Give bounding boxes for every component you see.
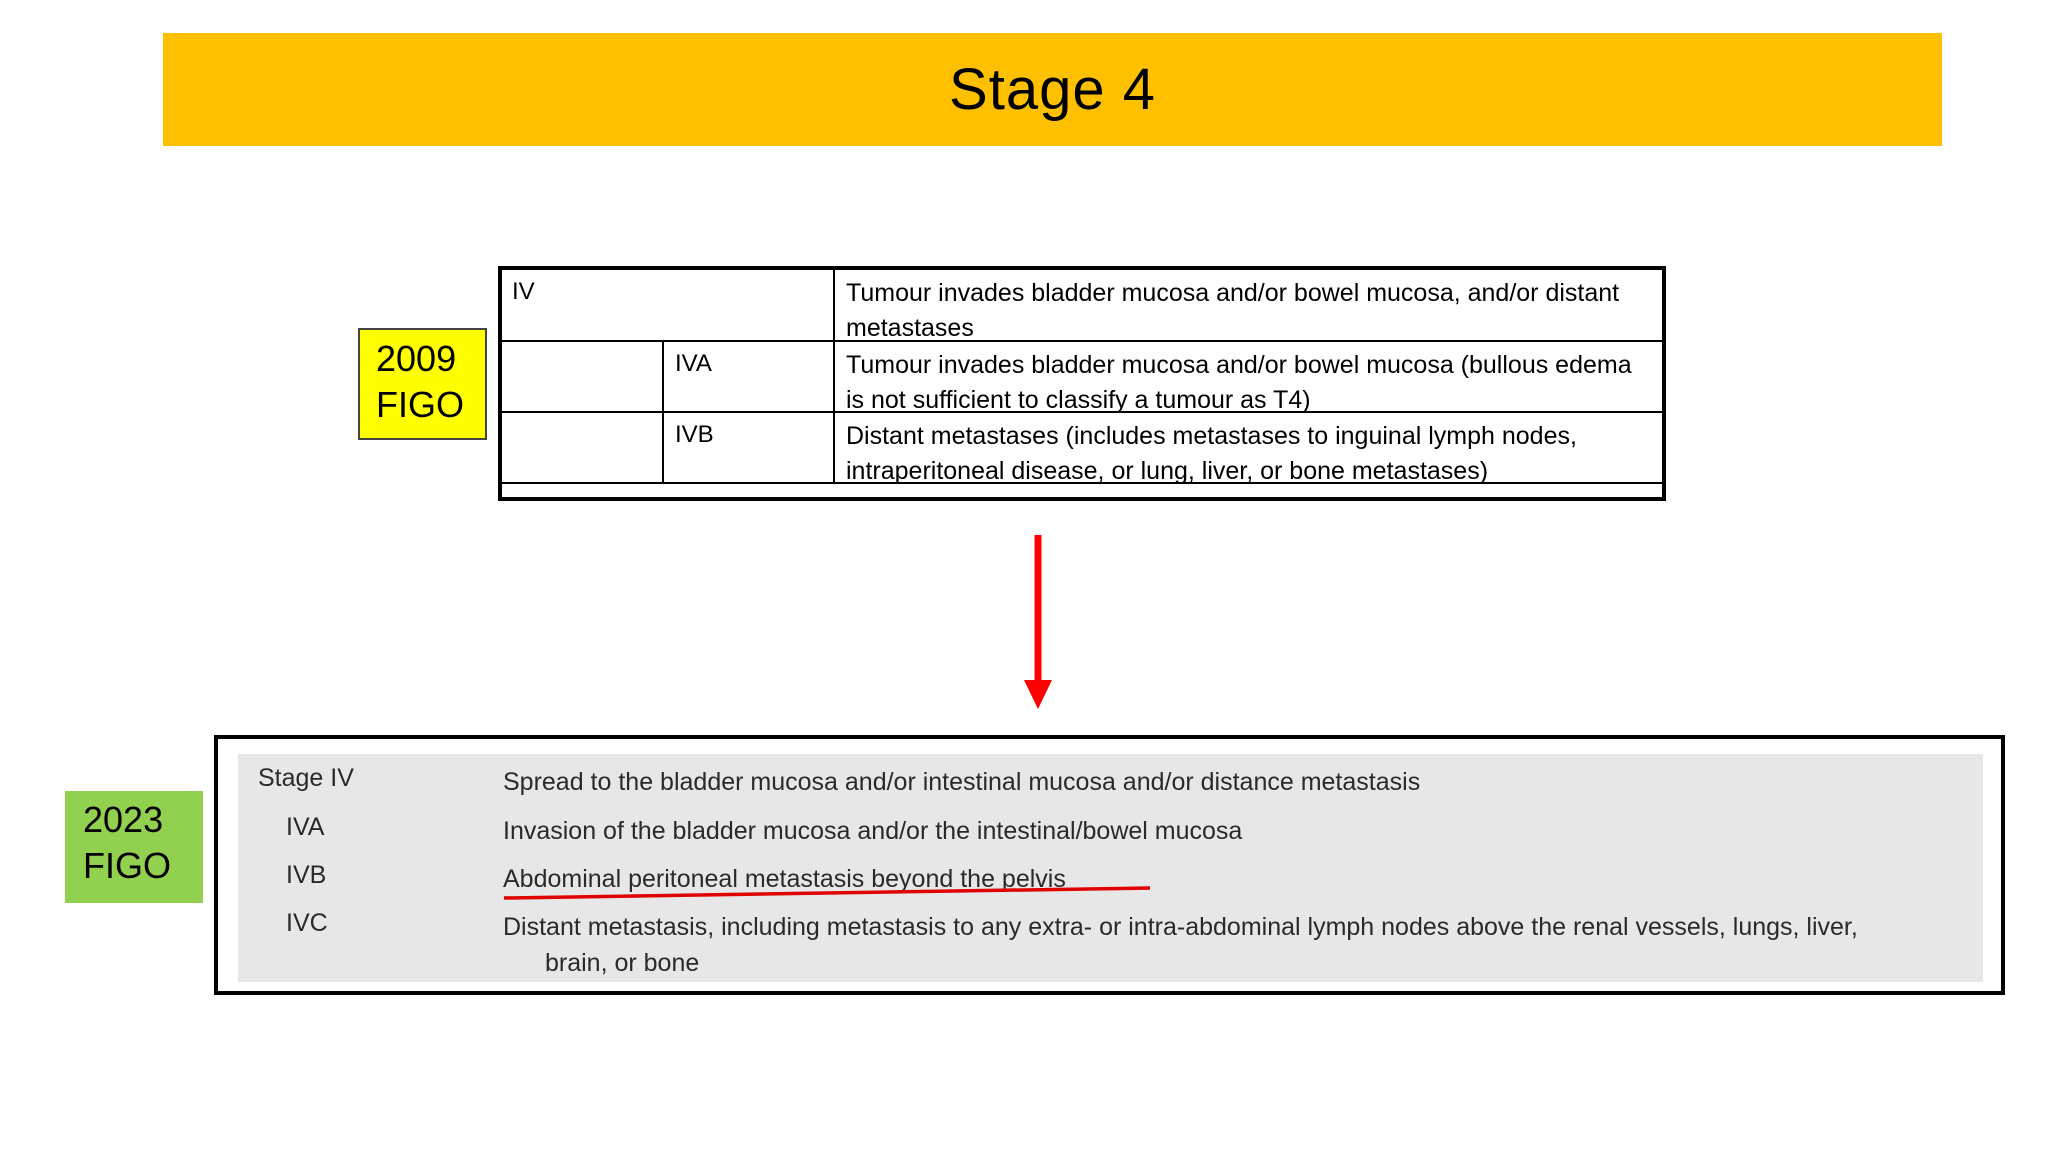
column-divider (662, 342, 664, 484)
table-row (502, 270, 1662, 342)
column-divider (833, 270, 835, 484)
description-line: brain, or bone (545, 949, 700, 977)
stage-cell: IVA (286, 813, 325, 841)
stage-cell: Stage IV (258, 764, 354, 792)
label-2009-name: FIGO (376, 384, 464, 425)
table-2009-figo (498, 266, 1666, 501)
description-cell: Spread to the bladder mucosa and/or intestinal mucosa and/or distance metastasis (503, 768, 1421, 796)
substage-cell: IVB (675, 421, 714, 448)
description-cell: Invasion of the bladder mucosa and/or the intestinal/bowel mucosa (503, 817, 1243, 845)
description-cell (503, 909, 1963, 981)
substage-cell: IVA (675, 350, 712, 377)
red-underline-annotation (502, 886, 1152, 902)
description-cell: Distant metastases (includes metastases to inguinal lymph nodes, intraperitoneal disease, or lung, liver, or bone metastases) (846, 422, 1577, 485)
label-2009-year: 2009 (376, 338, 457, 379)
stage-cell: IVC (286, 909, 328, 937)
table-row (502, 342, 1662, 413)
stage-cell: IV (512, 278, 535, 305)
stage-cell: IVB (286, 861, 327, 889)
description-line: Distant metastasis, including metastasis to any extra- or intra-abdominal lymph nodes above the renal vessels, lungs, liver, (503, 913, 1858, 941)
table-2023-figo (214, 735, 2005, 995)
title-bar (163, 33, 1942, 146)
slide-title: Stage 4 (949, 57, 1156, 122)
label-2023-figo (65, 791, 203, 903)
table-row (502, 413, 1662, 484)
label-2009-figo (358, 328, 487, 440)
arrow-down-icon (1022, 535, 1054, 710)
description-cell: Abdominal peritoneal metastasis beyond the pelvis (503, 865, 1066, 893)
table-background (238, 754, 1983, 982)
label-2023-year: 2023 (83, 799, 164, 840)
description-cell: Tumour invades bladder mucosa and/or bowel mucosa, and/or distant metastases (846, 279, 1620, 342)
description-cell: Tumour invades bladder mucosa and/or bowel mucosa (bullous edema is not sufficient to classify a tumour as T4) (846, 351, 1632, 414)
label-2023-name: FIGO (83, 845, 171, 886)
